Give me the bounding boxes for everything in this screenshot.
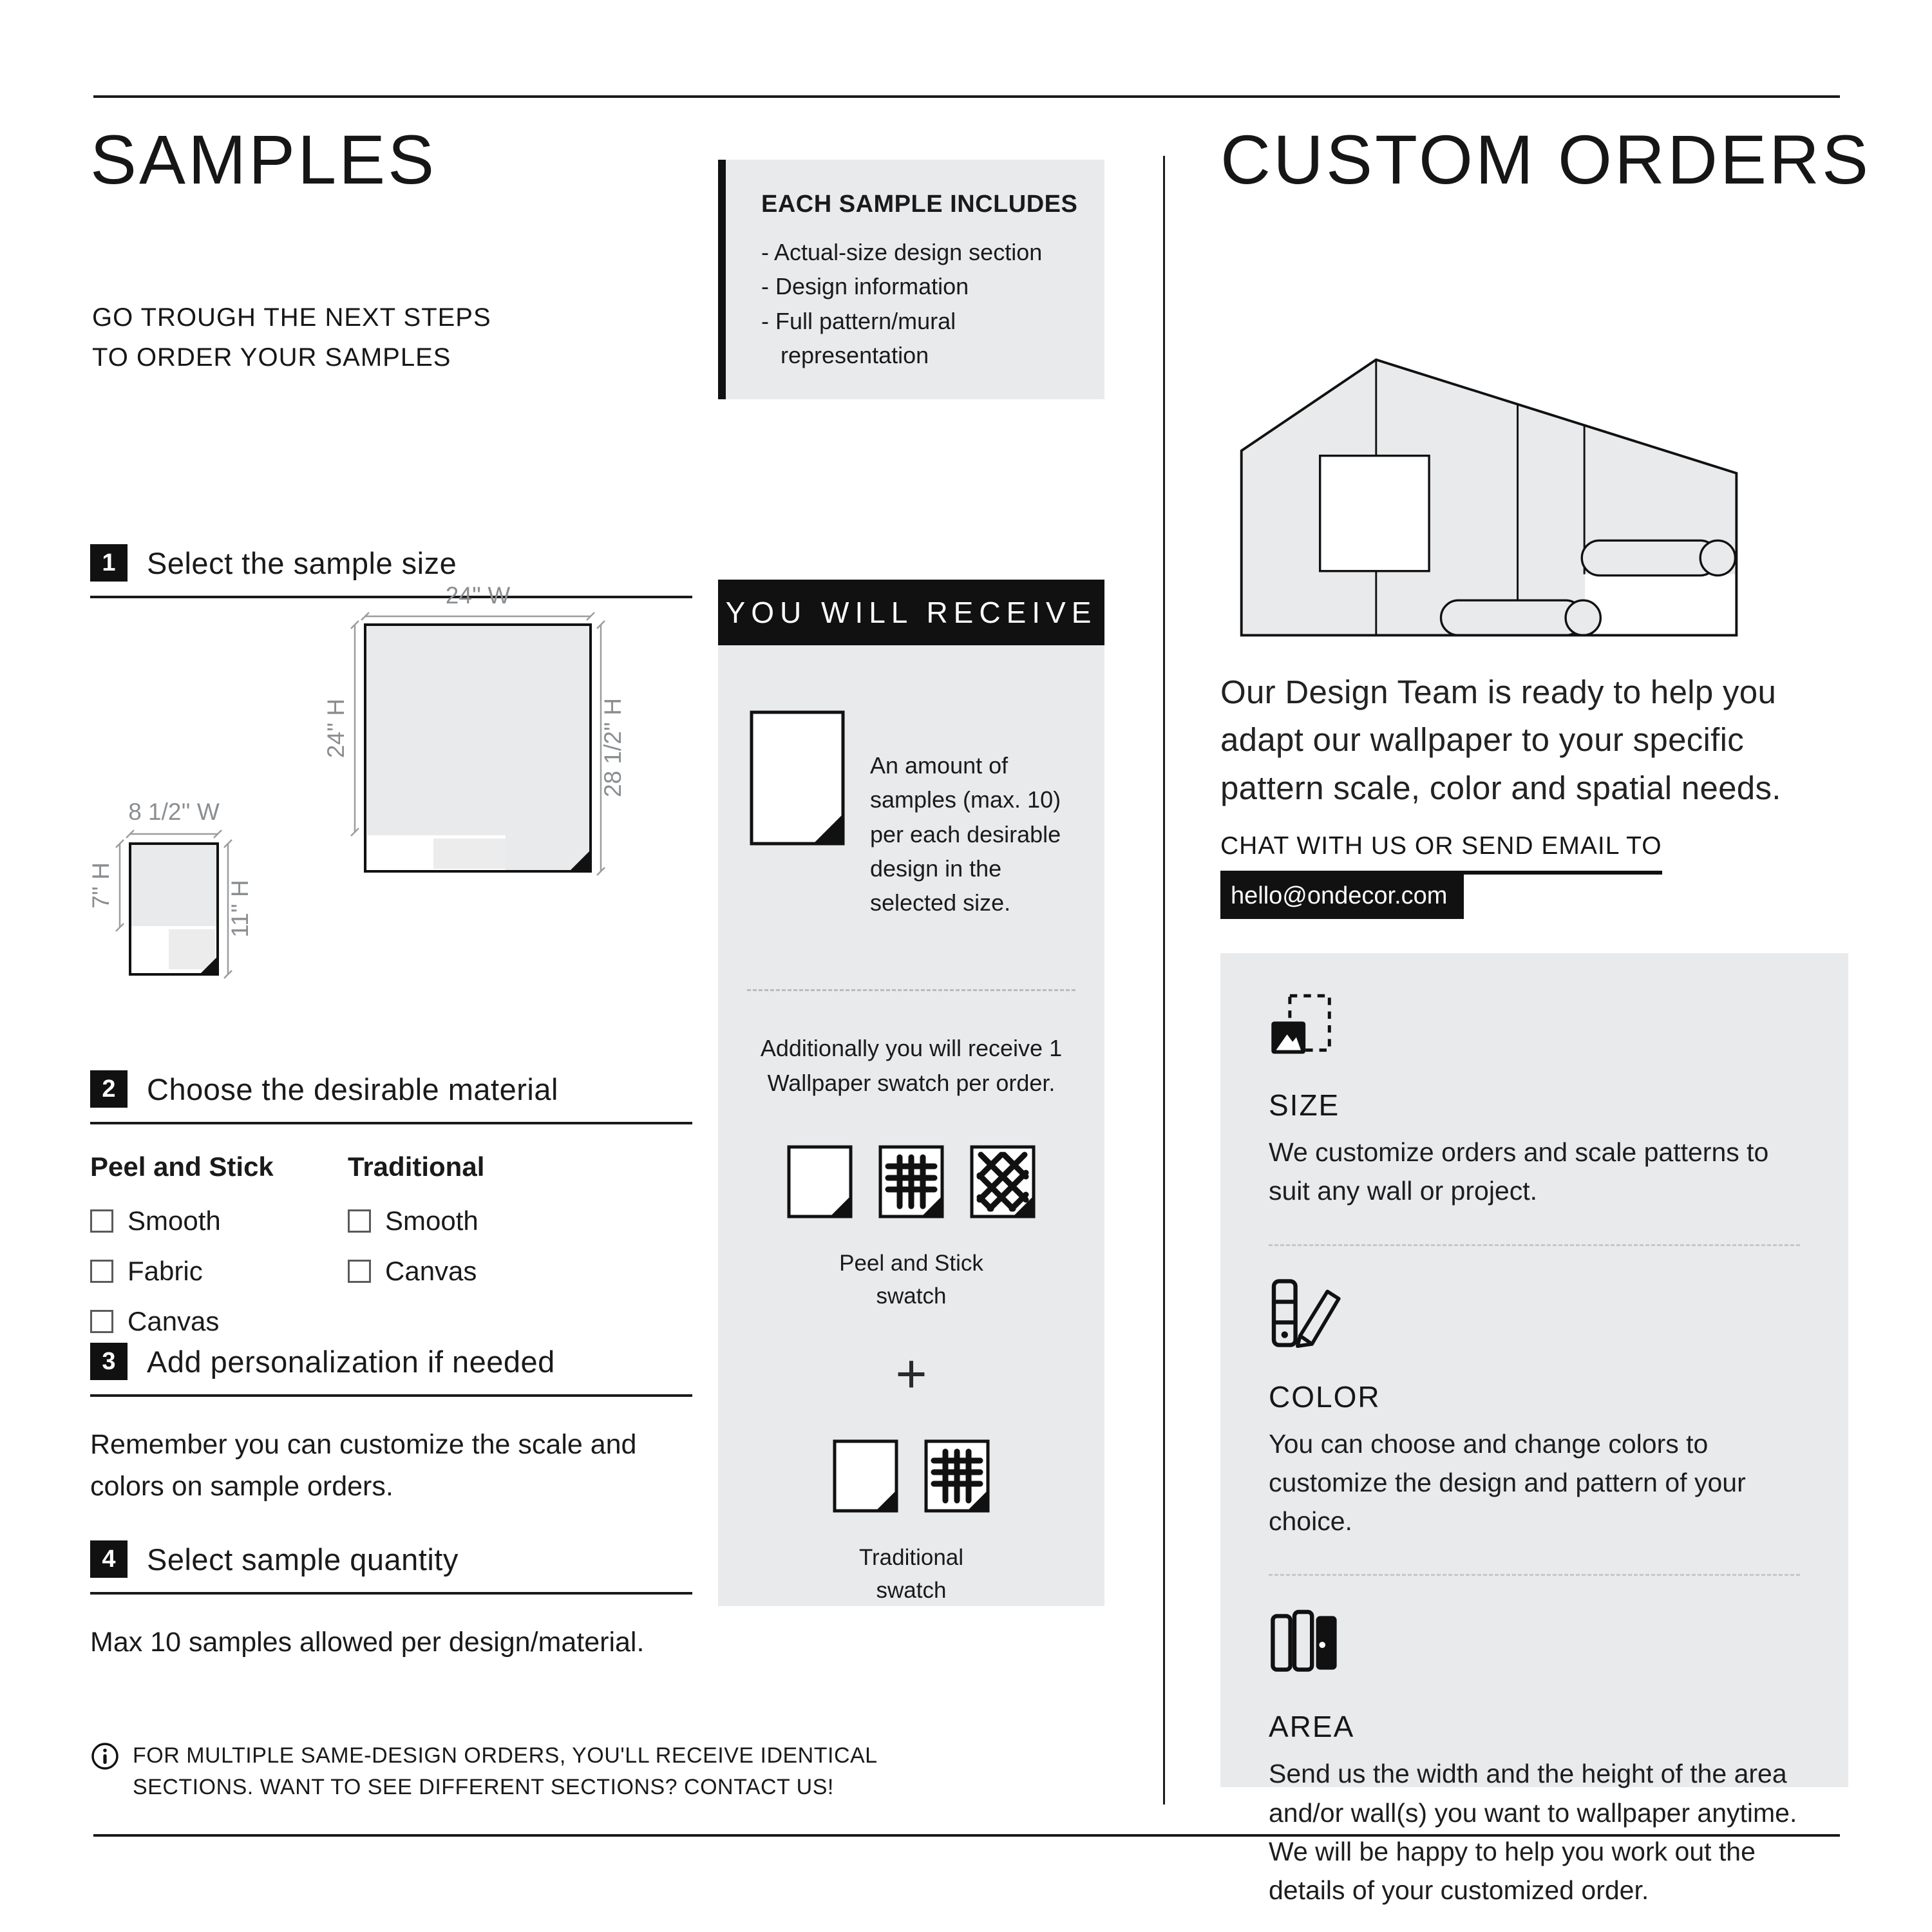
color-section bbox=[1269, 1277, 1800, 1541]
chat-heading: CHAT WITH US OR SEND EMAIL TO bbox=[1220, 832, 1662, 875]
traditional-swatch-icons bbox=[718, 1439, 1104, 1513]
samples-title: SAMPLES bbox=[90, 120, 437, 198]
peel-and-stick-column bbox=[90, 1151, 274, 1356]
dimension-label: 8 1/2'' W bbox=[128, 799, 220, 825]
dashed-divider bbox=[1269, 1574, 1800, 1576]
material-option-label: Canvas bbox=[385, 1256, 477, 1286]
step-title: Choose the desirable material bbox=[147, 1072, 558, 1106]
subtitle-line: TO ORDER YOUR SAMPLES bbox=[92, 343, 451, 372]
customization-panel bbox=[1220, 953, 1848, 1906]
material-option-label: Fabric bbox=[128, 1256, 203, 1286]
section-heading: AREA bbox=[1269, 1710, 1355, 1744]
room-divider-icon bbox=[1269, 1607, 1341, 1679]
subtitle-line: GO TROUGH THE NEXT STEPS bbox=[92, 303, 491, 332]
contact-block bbox=[1220, 832, 1662, 919]
material-option-label: Smooth bbox=[385, 1206, 478, 1236]
swatch-label-line: swatch bbox=[876, 1577, 947, 1603]
section-body: You can choose and change colors to customize the design and pattern of your choice. bbox=[1269, 1428, 1746, 1537]
swatch-book-pencil-icon bbox=[1269, 1277, 1341, 1349]
checkbox[interactable] bbox=[90, 1209, 113, 1233]
grid-swatch-icon bbox=[923, 1439, 990, 1513]
includes-item: - Full pattern/mural representation bbox=[761, 304, 1080, 373]
you-will-receive-header: YOU WILL RECEIVE bbox=[718, 580, 1104, 645]
dashed-divider bbox=[1269, 1244, 1800, 1246]
dashed-divider bbox=[747, 989, 1075, 991]
swatch-label-line: Traditional bbox=[858, 1544, 964, 1570]
sample-size-diagram bbox=[88, 582, 721, 1046]
section-heading: SIZE bbox=[1269, 1088, 1340, 1122]
dimension-label: 11'' H bbox=[227, 880, 253, 938]
each-sample-includes-box bbox=[718, 160, 1104, 399]
info-circle-icon bbox=[90, 1741, 120, 1771]
plain-swatch-icon bbox=[832, 1439, 899, 1513]
material-option-canvas bbox=[90, 1306, 274, 1337]
checkbox[interactable] bbox=[348, 1260, 371, 1283]
peel-swatch-label bbox=[718, 1247, 1104, 1313]
grid-swatch-icon bbox=[878, 1144, 945, 1219]
section-body: Send us the width and the height of the area and/or wall(s) you want to wallpaper anytime. We will be happy to help you work out the details of your customized order. bbox=[1269, 1759, 1797, 1906]
includes-item: - Actual-size design section bbox=[761, 235, 1080, 269]
material-group-title: Traditional bbox=[348, 1151, 485, 1182]
checkbox[interactable] bbox=[348, 1209, 371, 1233]
step-title: Add personalization if needed bbox=[147, 1344, 555, 1379]
material-option-label: Smooth bbox=[128, 1206, 221, 1236]
footnote-line: SECTIONS. WANT TO SEE DIFFERENT SECTIONS? CONTACT US! bbox=[133, 1775, 834, 1800]
column-divider bbox=[1163, 156, 1165, 1804]
wallpapered-house-illustration bbox=[1232, 351, 1747, 644]
crop-resize-image-icon bbox=[1269, 993, 1333, 1057]
step-1 bbox=[90, 544, 692, 598]
design-team-intro: Our Design Team is ready to help you adapt our wallpaper to your specific pattern scale, color and spatial needs. bbox=[1220, 674, 1781, 806]
email-badge[interactable]: hello@ondecor.com bbox=[1220, 875, 1464, 919]
page-folded-corner-icon bbox=[749, 710, 846, 846]
includes-item: - Design information bbox=[761, 269, 1080, 303]
plain-swatch-icon bbox=[786, 1144, 853, 1219]
you-will-receive-panel bbox=[718, 645, 1104, 1606]
step-number-badge: 4 bbox=[90, 1540, 128, 1578]
samples-subtitle bbox=[92, 298, 491, 377]
material-option-fabric bbox=[90, 1256, 274, 1287]
step-number-badge: 3 bbox=[90, 1343, 128, 1380]
custom-orders-title: CUSTOM ORDERS bbox=[1220, 120, 1871, 198]
traditional-swatch-label bbox=[718, 1542, 1104, 1607]
material-group-title: Peel and Stick bbox=[90, 1151, 274, 1182]
dimension-label: 24'' H bbox=[323, 698, 349, 759]
material-option-label: Canvas bbox=[128, 1306, 220, 1336]
swatch-label-line: swatch bbox=[876, 1283, 947, 1309]
additional-swatch-text: Additionally you will receive 1 Wallpaper swatch per order. bbox=[760, 1035, 1063, 1097]
step-title: Select sample quantity bbox=[147, 1542, 459, 1577]
checkbox[interactable] bbox=[90, 1260, 113, 1283]
material-option-smooth bbox=[90, 1206, 274, 1236]
material-option-canvas bbox=[348, 1256, 484, 1287]
step-number-badge: 1 bbox=[90, 544, 128, 582]
includes-title: EACH SAMPLE INCLUDES bbox=[761, 191, 1078, 218]
step-title: Select the sample size bbox=[147, 545, 457, 580]
step-3 bbox=[90, 1343, 692, 1507]
area-section bbox=[1269, 1607, 1800, 1909]
step-4 bbox=[90, 1540, 692, 1663]
size-section bbox=[1269, 993, 1800, 1211]
dimension-label: 24'' W bbox=[445, 582, 511, 609]
material-option-smooth bbox=[348, 1206, 484, 1236]
checkbox[interactable] bbox=[90, 1310, 113, 1333]
step-4-description: Max 10 samples allowed per design/material. bbox=[90, 1627, 645, 1658]
custom-orders-column bbox=[1220, 0, 1871, 1932]
lattice-swatch-icon bbox=[969, 1144, 1036, 1219]
traditional-column bbox=[348, 1151, 484, 1306]
section-body: We customize orders and scale patterns to suit any wall or project. bbox=[1269, 1137, 1769, 1206]
footnote-line: FOR MULTIPLE SAME-DESIGN ORDERS, YOU'LL RECEIVE IDENTICAL bbox=[133, 1743, 878, 1768]
dimension-label: 28 1/2'' H bbox=[600, 698, 626, 797]
step-number-badge: 2 bbox=[90, 1070, 128, 1108]
plus-sign: + bbox=[895, 1343, 927, 1404]
receive-column bbox=[718, 0, 1104, 1932]
step-2 bbox=[90, 1070, 692, 1124]
peel-swatch-icons bbox=[718, 1144, 1104, 1219]
swatch-label-line: Peel and Stick bbox=[839, 1251, 983, 1276]
step-3-description: Remember you can customize the scale and colors on sample orders. bbox=[90, 1429, 637, 1502]
dimension-label: 7'' H bbox=[88, 862, 114, 909]
section-heading: COLOR bbox=[1269, 1379, 1381, 1414]
receive-samples-text: An amount of samples (max. 10) per each desirable design in the selected size. bbox=[870, 752, 1061, 916]
